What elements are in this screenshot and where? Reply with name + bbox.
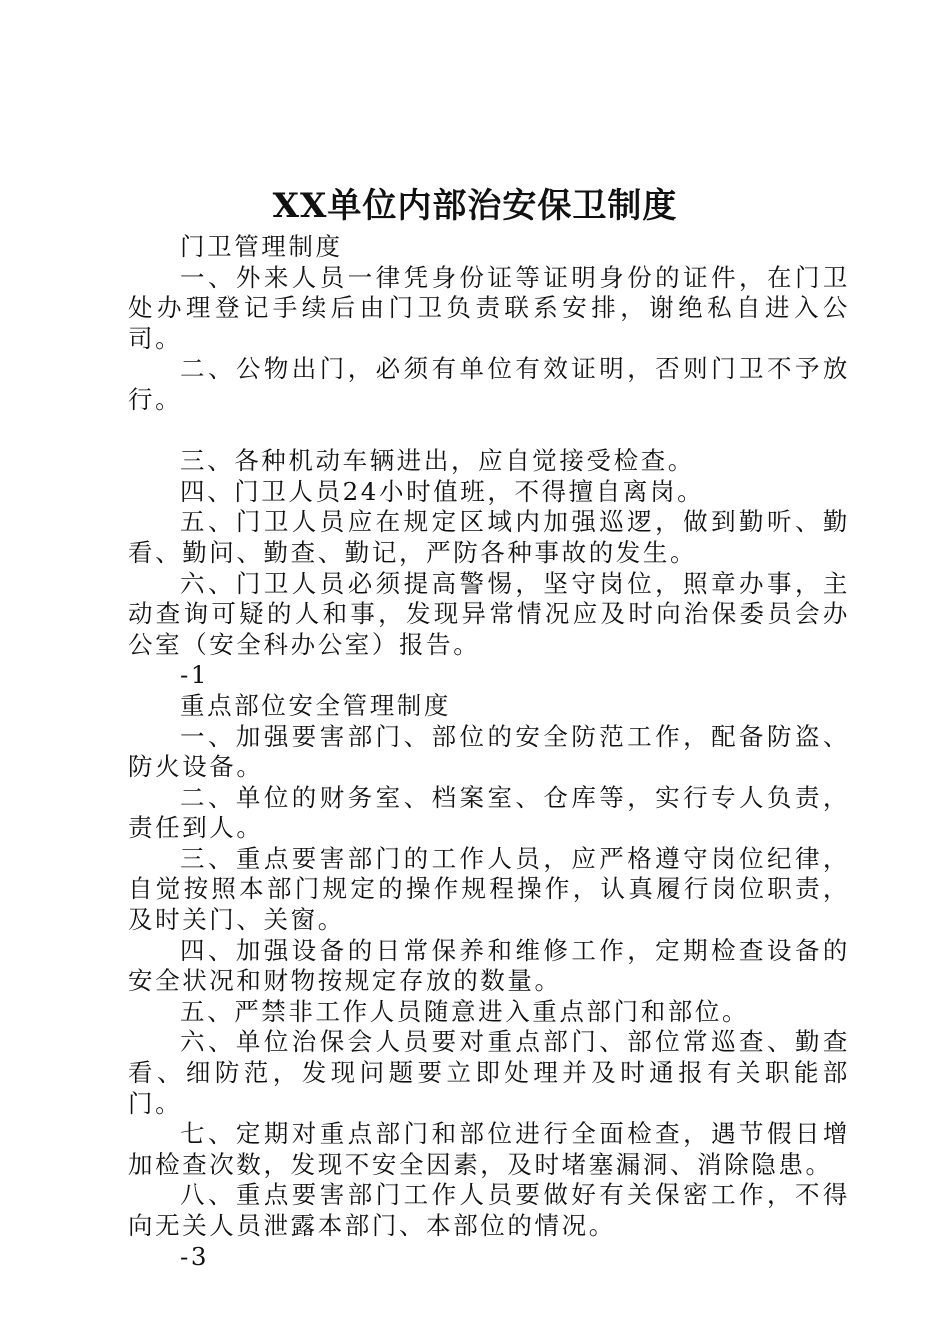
paragraph: 六、单位治保会人员要对重点部门、部位常巡查、勤查看、细防范，发现问题要立即处理并及时通报有关职能部门。 — [128, 1027, 850, 1118]
document-title: XX单位内部治安保卫制度 — [272, 186, 678, 226]
section-heading: 门卫管理制度 — [180, 232, 343, 261]
paragraph: 一、加强要害部门、部位的安全防范工作，配备防盗、防火设备。 — [128, 721, 850, 782]
paragraph: 五、严禁非工作人员随意进入重点部门和部位。 — [180, 996, 750, 1026]
paragraph: 二、单位的财务室、档案室、仓库等，实行专人负责，责任到人。 — [128, 782, 850, 843]
page-number: -1 — [180, 660, 210, 690]
paragraph: 五、门卫人员应在规定区域内加强巡逻，做到勤听、勤看、勤问、勤查、勤记，严防各种事故的发生。 — [128, 507, 850, 567]
page-number: -3 — [180, 1241, 210, 1271]
paragraph: 六、门卫人员必须提高警惕，坚守岗位，照章办事，主动查询可疑的人和事，发现异常情况应及时向治保委员会办公室（安全科办公室）报告。 — [128, 568, 850, 659]
paragraph: 四、加强设备的日常保养和维修工作，定期检查设备的安全状况和财物按规定存放的数量。 — [128, 935, 850, 996]
paragraph: 一、外来人员一律凭身份证等证明身份的证件，在门卫处办理登记手续后由门卫负责联系安排，谢绝私自进入公司。 — [128, 262, 850, 353]
blank-line — [128, 416, 850, 447]
paragraph: 二、公物出门，必须有单位有效证明，否则门卫不予放行。 — [128, 354, 850, 414]
paragraph: 四、门卫人员24小时值班，不得擅自离岗。 — [180, 476, 705, 506]
paragraph: 三、各种机动车辆进出，应自觉接受检查。 — [180, 446, 695, 476]
paragraph: 八、重点要害部门工作人员要做好有关保密工作，不得向无关人员泄露本部门、本部位的情况。 — [128, 1180, 850, 1240]
document-body — [128, 232, 850, 1272]
paragraph: 三、重点要害部门的工作人员，应严格遵守岗位纪律，自觉按照本部门规定的操作规程操作，认真履行岗位职责，及时关门、关窗。 — [128, 843, 850, 935]
paragraph: 七、定期对重点部门和部位进行全面检查，遇节假日增加检查次数，发现不安全因素，及时堵塞漏洞、消除隐患。 — [128, 1119, 850, 1179]
section-heading: 重点部位安全管理制度 — [180, 690, 451, 720]
